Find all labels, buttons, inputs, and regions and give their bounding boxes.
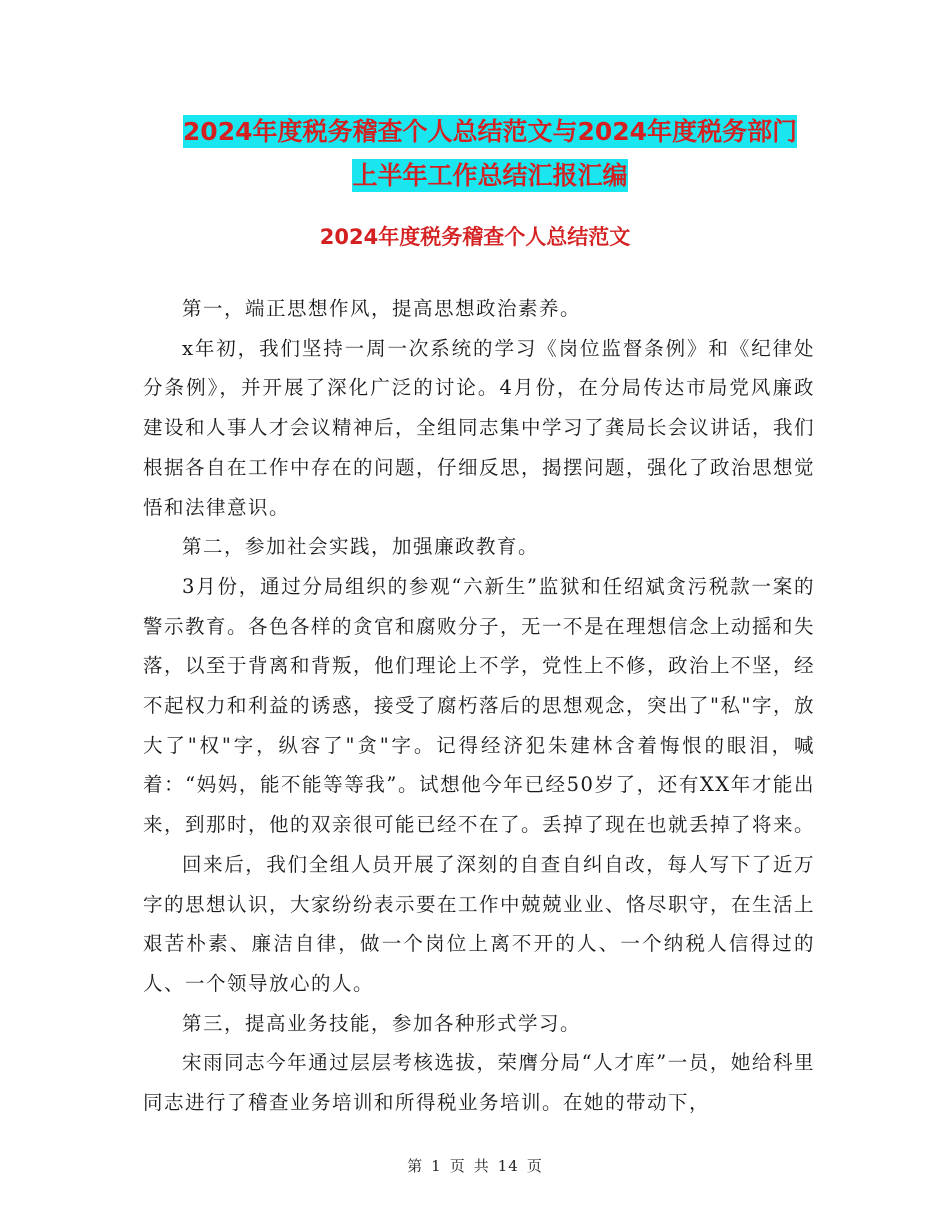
paragraph-heading-1: 第一，端正思想作风，提高思想政治素养。 — [182, 297, 582, 320]
footer-total-pages: 14 — [497, 1157, 519, 1175]
footer-prefix: 第 — [407, 1157, 424, 1175]
paragraph: 宋雨同志今年通过层层考核选拔，荣膺分局“人才库”一员，她给科里同志进行了稽查业务培训和所得税业务培训。在她的带动下， — [143, 1051, 815, 1115]
document-title-line-2: 上半年工作总结汇报汇编 — [352, 161, 628, 190]
footer-current-page: 1 — [431, 1157, 442, 1175]
page-footer — [0, 1156, 950, 1176]
paragraph: 回来后，我们全组人员开展了深刻的自查自纠自改，每人写下了近万字的思想认识，大家纷纷表示要在工作中兢兢业业、恪尽职守，在生活上艰苦朴素、廉洁自律，做一个岗位上离不开的人、一个纳税人信得过的人、一个领导放心的人。 — [143, 852, 816, 995]
paragraph-heading-2: 第二，参加社会实践，加强廉政教育。 — [182, 535, 540, 559]
footer-total-word: 共 — [473, 1157, 490, 1175]
footer-page-word: 页 — [449, 1157, 466, 1175]
paragraph-heading-3: 第三，提高业务技能，参加各种形式学习。 — [182, 1011, 582, 1035]
document-body — [143, 289, 815, 1123]
footer-suffix: 页 — [526, 1157, 543, 1175]
document-title-line-1: 2024年度税务稽查个人总结范文与2024年度税务部门 — [182, 117, 798, 146]
document-title — [140, 110, 840, 198]
paragraph: x年初，我们坚持一周一次系统的学习《岗位监督条例》和《纪律处分条例》，并开展了深化广泛的讨论。4月份，在分局传达市局党风廉政建设和人事人才会议精神后，全组同志集中学习了龚局长会议讲话，我们根据各自在工作中存在的问题，仔细反思，揭摆问题，强化了政治思想觉悟和法律意识。 — [143, 336, 816, 519]
section-title: 2024年度税务稽查个人总结范文 — [319, 225, 631, 249]
paragraph: 3月份，通过分局组织的参观“六新生”监狱和任绍斌贪污税款一案的警示教育。各色各样的贪官和腐败分子，无一不是在理想信念上动摇和失落，以至于背离和背叛，他们理论上不学，党性上不修，政治上不坚，经不起权力和利益的诱惑，接受了腐朽落后的思想观念，突出了"私"字，放大了"权"字，纵容了"贪"字。记得经济犯朱建林含着悔恨的眼泪，喊着：“妈妈，能不能等等我”。试想他今年已经50岁了，还有XX年才能出来，到那时，他的双亲很可能已经不在了。丢掉了现在也就丢掉了将来。 — [143, 574, 816, 837]
